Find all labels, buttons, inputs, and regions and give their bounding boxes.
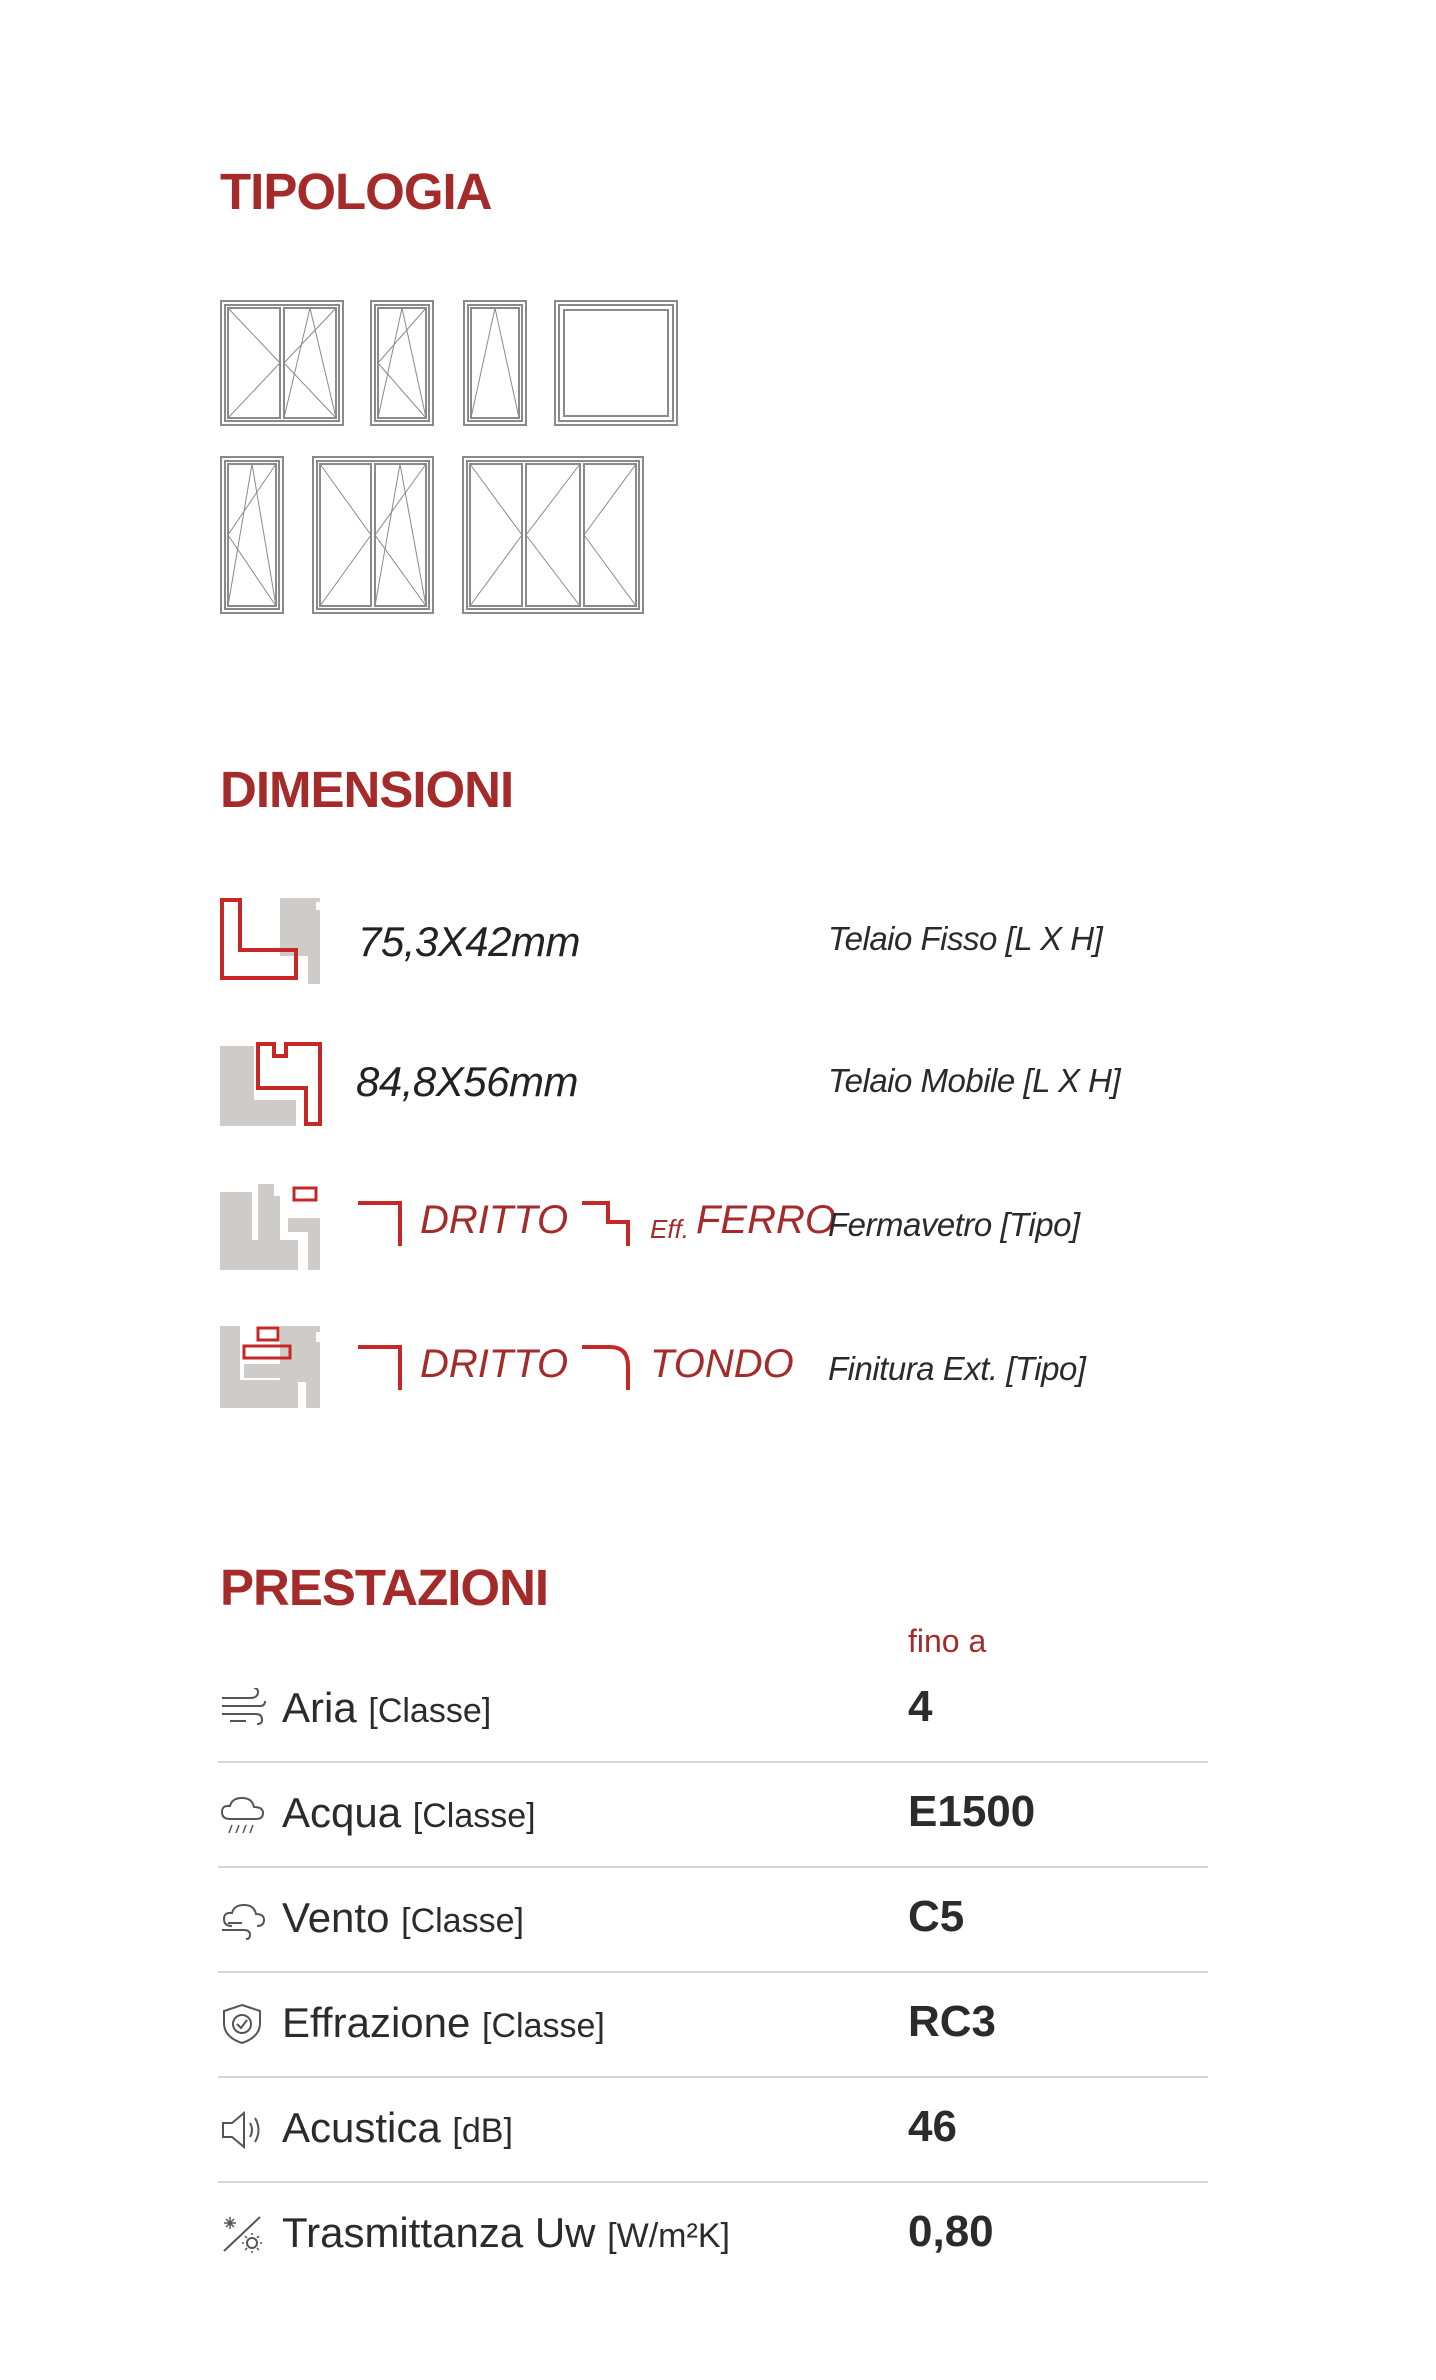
performance-unit: [Classe] (401, 1902, 524, 1940)
window-fixed-icon (554, 300, 678, 426)
profile-straight-icon (356, 1344, 404, 1392)
profile-iron-effect-icon (580, 1200, 632, 1248)
performance-name: Acqua (282, 1789, 402, 1836)
performance-value: 4 (908, 1682, 933, 1731)
section-title-prestazioni: PRESTAZIONI (220, 1559, 549, 1616)
window-tilt-icon (463, 300, 527, 426)
fermavetro-option-dritto: DRITTO (420, 1198, 569, 1242)
finitura-option-dritto: DRITTO (420, 1342, 569, 1386)
performance-name: Aria (282, 1684, 357, 1731)
performance-unit: [W/m²K] (607, 2217, 730, 2255)
performance-value: RC3 (908, 1997, 997, 2046)
wind-cloud-icon (220, 1902, 266, 1942)
window-tall-double-sash-icon (312, 456, 434, 614)
glazing-bead-profile-icon (218, 1182, 324, 1272)
performance-row-aria (218, 1658, 1208, 1763)
frame-mobile-profile-icon (218, 1040, 324, 1128)
finitura-option-tondo: TONDO (650, 1342, 794, 1386)
window-double-sash-icon (220, 300, 344, 426)
frame-fixed-profile-icon (218, 896, 324, 986)
performance-value: 46 (908, 2102, 957, 2151)
profile-straight-icon (356, 1200, 404, 1248)
value-column-header: fino a (908, 1623, 987, 1659)
window-tilt-turn-icon (370, 300, 434, 426)
performance-value: C5 (908, 1892, 965, 1941)
wind-icon (220, 1688, 266, 1728)
fermavetro-option-ferro: FERRO (696, 1198, 836, 1242)
telaio-mobile-label: Telaio Mobile [L X H] (828, 1062, 1121, 1099)
window-tall-tilt-turn-icon (220, 456, 284, 614)
telaio-mobile-value: 84,8X56mm (356, 1058, 578, 1105)
performance-unit: [Classe] (412, 1797, 536, 1835)
performance-value: E1500 (908, 1787, 1036, 1836)
fermavetro-label: Fermavetro [Tipo] (828, 1206, 1080, 1243)
section-title-dimensioni: DIMENSIONI (220, 761, 514, 818)
telaio-fisso-label: Telaio Fisso [L X H] (828, 920, 1103, 957)
speaker-icon (220, 2110, 266, 2150)
performance-row-effrazione (218, 1973, 1208, 2078)
performance-name: Vento (282, 1894, 390, 1941)
performance-name: Trasmittanza Uw (282, 2209, 596, 2256)
section-title-tipologia: TIPOLOGIA (220, 163, 492, 220)
profile-round-icon (580, 1344, 632, 1392)
shield-check-icon (220, 2003, 264, 2045)
exterior-finish-profile-icon (218, 1322, 324, 1410)
performance-row-trasmittanza (218, 2183, 1208, 2288)
fermavetro-option-prefix: Eff. (650, 1214, 690, 1244)
telaio-fisso-value: 75,3X42mm (358, 918, 580, 965)
performance-value: 0,80 (908, 2207, 994, 2256)
performance-row-acqua (218, 1763, 1208, 1868)
window-triple-sash-icon (462, 456, 644, 614)
performance-name: Effrazione (282, 1999, 471, 2046)
performance-name: Acustica (282, 2104, 441, 2151)
snow-sun-icon (220, 2213, 266, 2255)
performance-unit: [Classe] (368, 1692, 492, 1730)
performance-row-vento (218, 1868, 1208, 1973)
finitura-label: Finitura Ext. [Tipo] (828, 1350, 1086, 1387)
performance-unit: [Classe] (482, 2007, 605, 2045)
performance-row-acustica (218, 2078, 1208, 2183)
rain-cloud-icon (220, 1797, 266, 1837)
performance-unit: [dB] (452, 2112, 513, 2150)
